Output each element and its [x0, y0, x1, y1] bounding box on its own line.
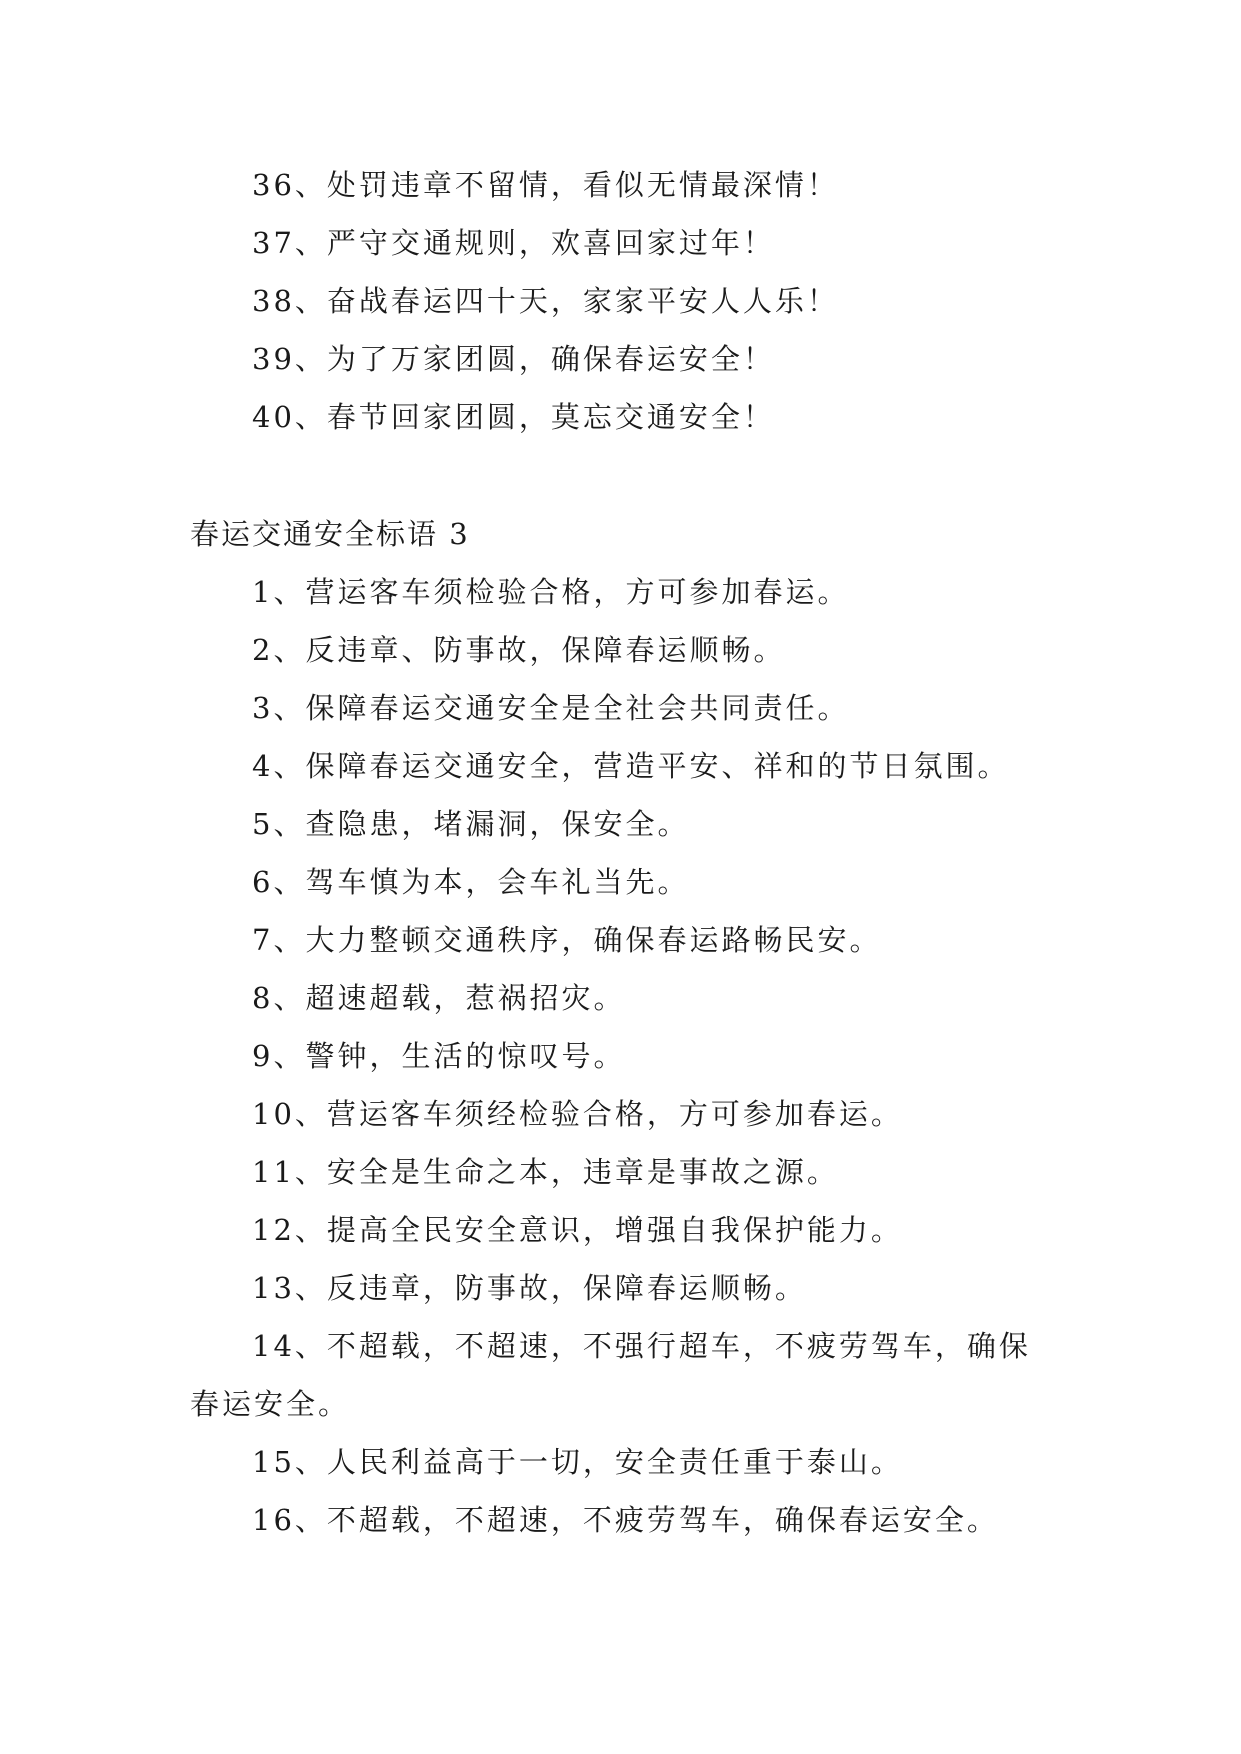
list-item-5: 5、查隐患，堵漏洞，保安全。 [252, 807, 690, 841]
list-item-16: 16、不超载，不超速，不疲劳驾车，确保春运安全。 [252, 1503, 999, 1537]
list-item-7: 7、大力整顿交通秩序，确保春运路畅民安。 [252, 923, 882, 957]
list-item-13: 13、反违章，防事故，保障春运顺畅。 [252, 1271, 807, 1305]
list-item-10: 10、营运客车须经检验合格，方可参加春运。 [252, 1097, 903, 1131]
list-item-9: 9、警钟，生活的惊叹号。 [252, 1039, 626, 1073]
list-item-39: 39、为了万家团圆，确保春运安全！ [252, 342, 775, 376]
list-item-12: 12、提高全民安全意识，增强自我保护能力。 [252, 1213, 903, 1247]
list-item-36: 36、处罚违章不留情，看似无情最深情！ [252, 168, 839, 202]
list-item-15: 15、人民利益高于一切，安全责任重于泰山。 [252, 1445, 903, 1479]
list-item-3: 3、保障春运交通安全是全社会共同责任。 [252, 691, 850, 725]
list-item-1: 1、营运客车须检验合格，方可参加春运。 [252, 575, 850, 609]
list-item-6: 6、驾车慎为本，会车礼当先。 [252, 865, 690, 899]
section-heading: 春运交通安全标语 3 [190, 517, 470, 551]
list-item-4: 4、保障春运交通安全，营造平安、祥和的节日氛围。 [252, 749, 1010, 783]
list-item-11: 11、安全是生命之本，违章是事故之源。 [252, 1155, 839, 1189]
list-item-40: 40、春节回家团圆，莫忘交通安全！ [252, 400, 775, 434]
list-item-38: 38、奋战春运四十天，家家平安人人乐！ [252, 284, 839, 318]
list-item-14: 14、不超载，不超速，不强行超车，不疲劳驾车，确保 [252, 1329, 1031, 1363]
list-item-8: 8、超速超载，惹祸招灾。 [252, 981, 626, 1015]
list-item-37: 37、严守交通规则，欢喜回家过年！ [252, 226, 775, 260]
list-item-2: 2、反违章、防事故，保障春运顺畅。 [252, 633, 786, 667]
list-item-14-continuation: 春运安全。 [190, 1387, 351, 1421]
